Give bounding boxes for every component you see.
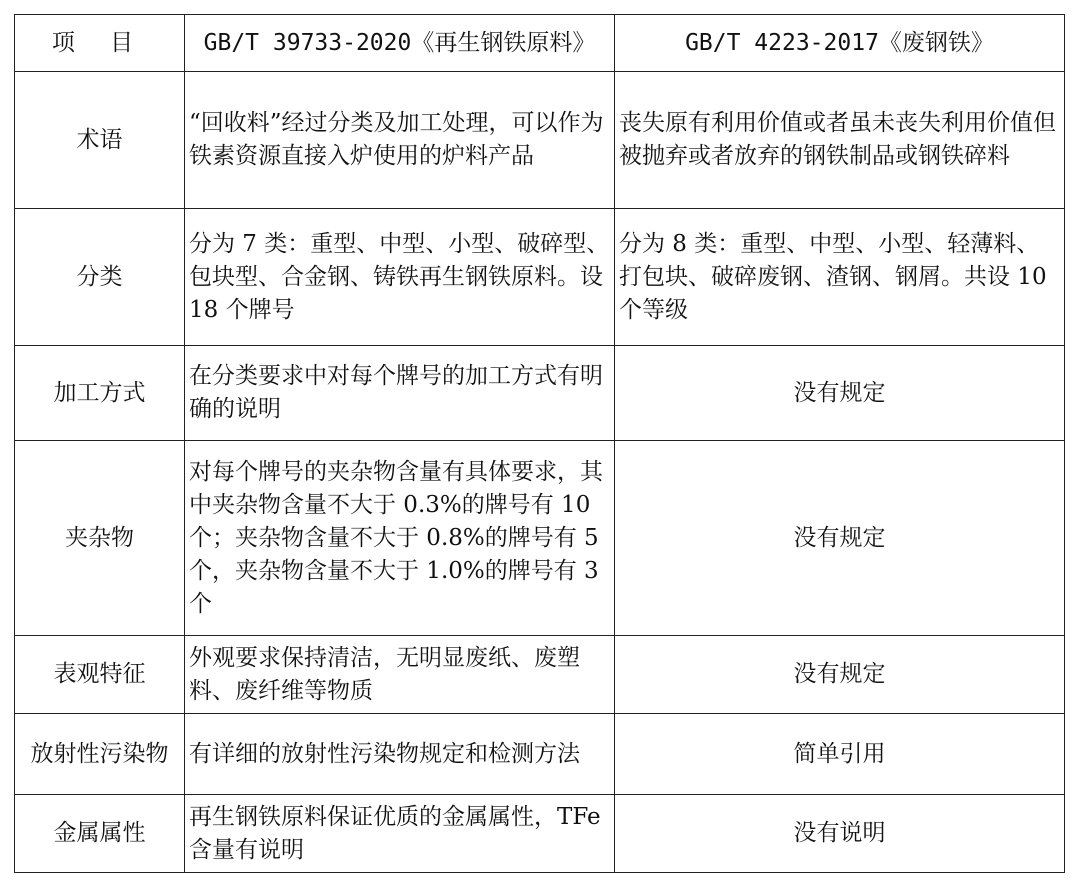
row-std-old-cell: 丧失原有利用价值或者虽未丧失利用价值但被抛弃或者放弃的钢铁制品或钢铁碎料 xyxy=(615,72,1065,209)
standards-comparison-table xyxy=(14,14,1065,873)
row-item-label: 表观特征 xyxy=(15,636,185,714)
header-std-new: GB/T 39733-2020《再生钢铁原料》 xyxy=(185,15,615,72)
header-item: 项 目 xyxy=(15,15,185,72)
row-std-new-cell: 再生钢铁原料保证优质的金属属性，TFe 含量有说明 xyxy=(185,795,615,873)
row-item-label: 金属属性 xyxy=(15,795,185,873)
row-item-label: 放射性污染物 xyxy=(15,714,185,795)
table-row xyxy=(15,636,1065,714)
row-std-new-cell: 对每个牌号的夹杂物含量有具体要求，其中夹杂物含量不大于 0.3%的牌号有 10 个；夹杂物含量不大于 0.8%的牌号有 5 个，夹杂物含量不大于 1.0%的牌号有 3 个 xyxy=(185,441,615,636)
table-header-row xyxy=(15,15,1065,72)
row-std-new-cell: 有详细的放射性污染物规定和检测方法 xyxy=(185,714,615,795)
row-std-old-cell: 没有规定 xyxy=(615,441,1065,636)
table-row xyxy=(15,209,1065,346)
row-item-label: 夹杂物 xyxy=(15,441,185,636)
table-row xyxy=(15,714,1065,795)
row-std-old-cell: 没有说明 xyxy=(615,795,1065,873)
row-std-new-cell: 在分类要求中对每个牌号的加工方式有明确的说明 xyxy=(185,346,615,441)
header-std-old: GB/T 4223-2017《废钢铁》 xyxy=(615,15,1065,72)
table-row xyxy=(15,72,1065,209)
row-std-old-cell: 分为 8 类：重型、中型、小型、轻薄料、打包块、破碎废钢、渣钢、钢屑。共设 10 个等级 xyxy=(615,209,1065,346)
row-std-new-cell: 分为 7 类：重型、中型、小型、破碎型、包块型、合金钢、铸铁再生钢铁原料。设 18 个牌号 xyxy=(185,209,615,346)
table-row xyxy=(15,795,1065,873)
row-std-new-cell: 外观要求保持清洁，无明显废纸、废塑料、废纤维等物质 xyxy=(185,636,615,714)
row-std-new-cell: “回收料”经过分类及加工处理，可以作为铁素资源直接入炉使用的炉料产品 xyxy=(185,72,615,209)
row-item-label: 术语 xyxy=(15,72,185,209)
row-std-old-cell: 没有规定 xyxy=(615,636,1065,714)
table-row xyxy=(15,346,1065,441)
table-row xyxy=(15,441,1065,636)
row-item-label: 加工方式 xyxy=(15,346,185,441)
row-item-label: 分类 xyxy=(15,209,185,346)
row-std-old-cell: 简单引用 xyxy=(615,714,1065,795)
row-std-old-cell: 没有规定 xyxy=(615,346,1065,441)
